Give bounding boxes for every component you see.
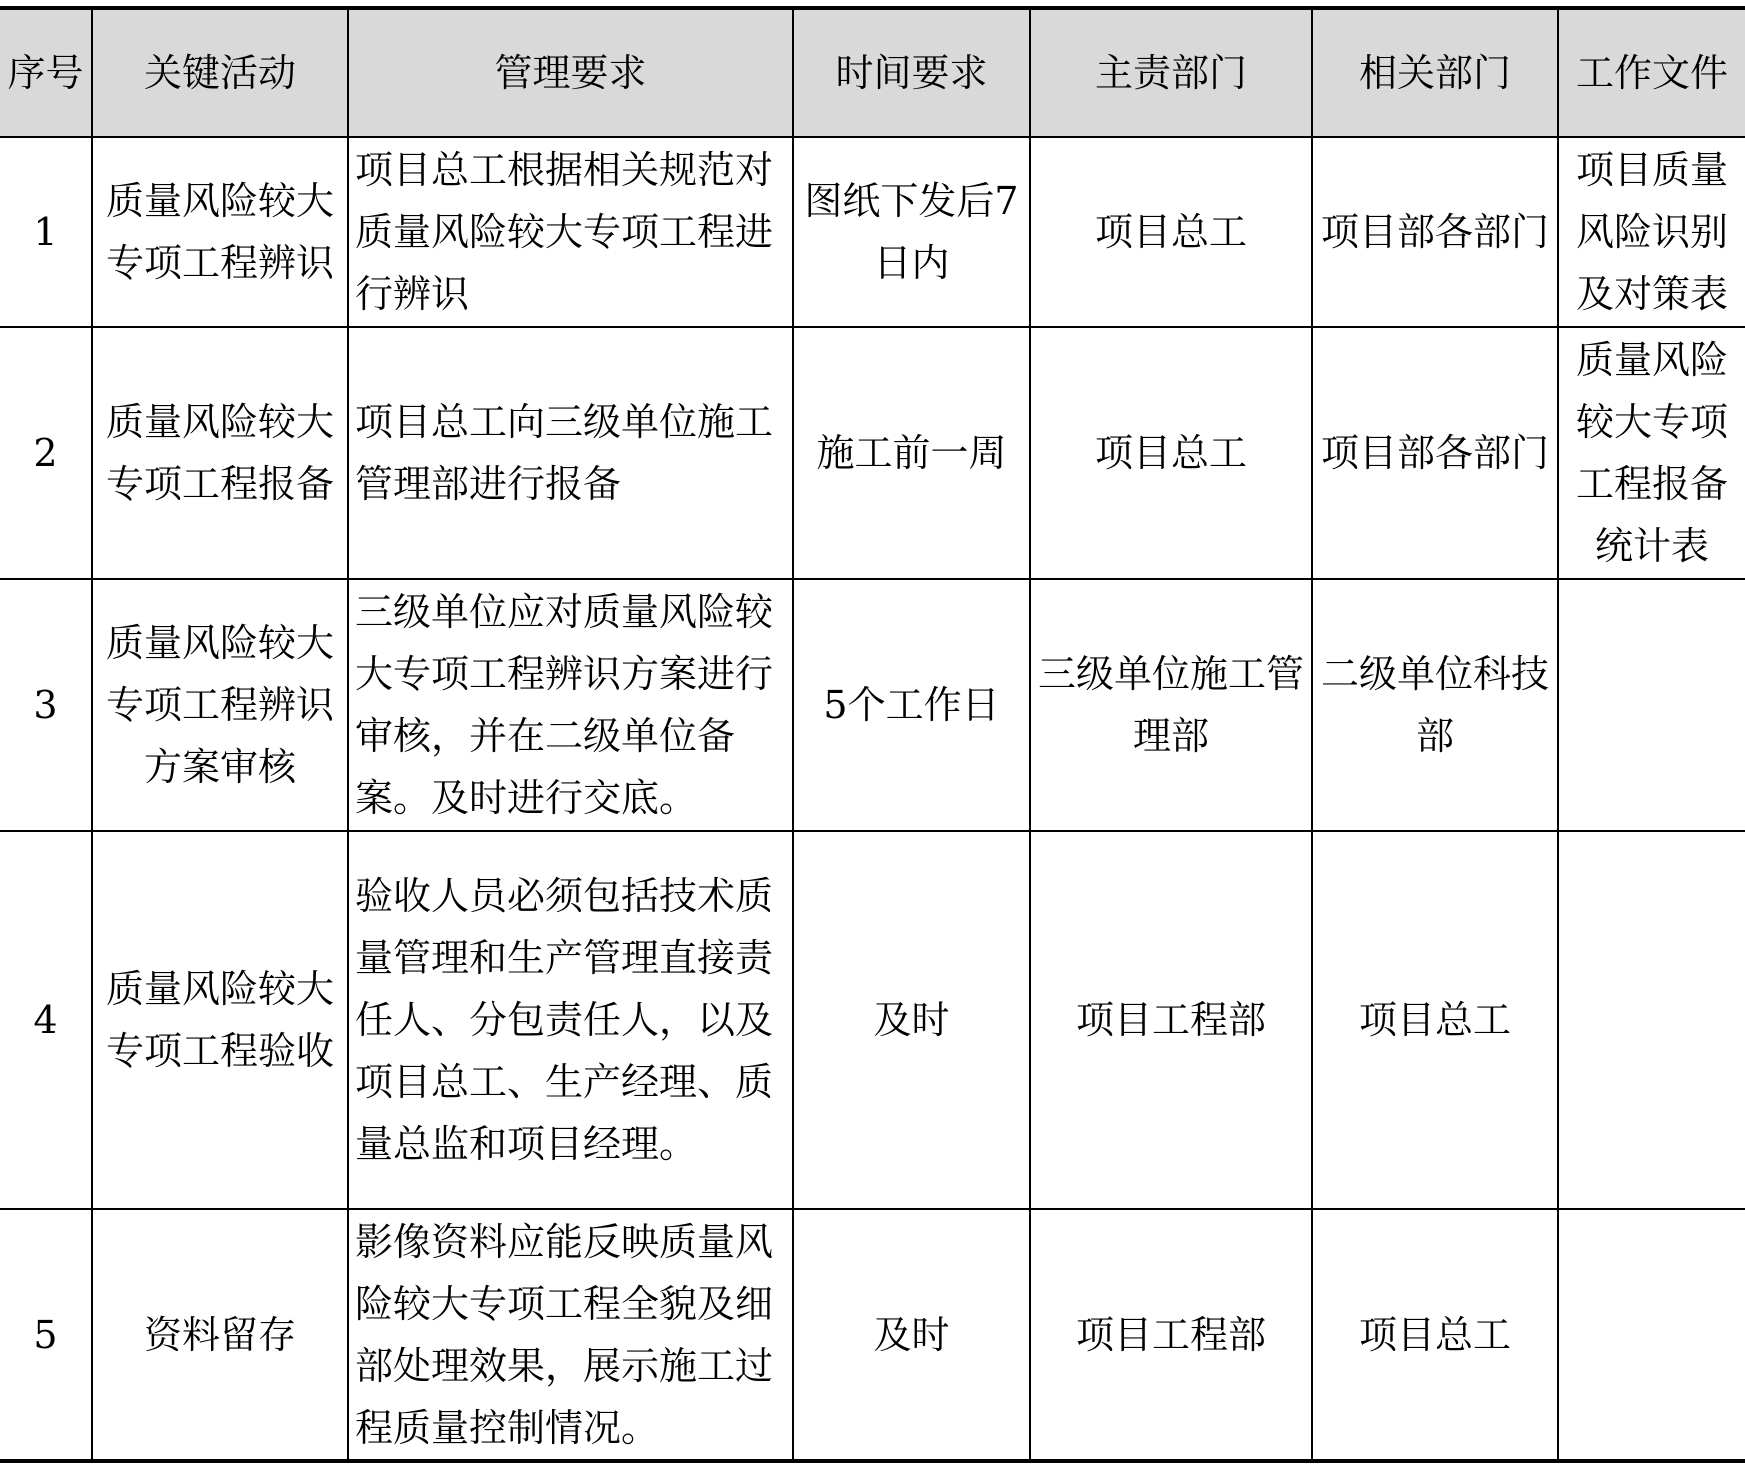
table-header-row [0,8,1745,137]
cell-related-dept: 项目部各部门 [1312,327,1558,579]
table-row [0,327,1745,579]
cell-requirement: 三级单位应对质量风险较大专项工程辨识方案进行审核，并在二级单位备案。及时进行交底。 [348,579,793,831]
cell-time: 5个工作日 [793,579,1030,831]
cell-main-dept: 项目总工 [1030,137,1312,327]
header-related-dept: 相关部门 [1312,8,1558,137]
cell-work-file [1558,579,1745,831]
cell-related-dept: 项目总工 [1312,831,1558,1209]
cell-main-dept: 项目工程部 [1030,1209,1312,1461]
header-work-file: 工作文件 [1558,8,1745,137]
cell-time: 及时 [793,1209,1030,1461]
cell-related-dept: 项目部各部门 [1312,137,1558,327]
table-row [0,579,1745,831]
cell-requirement: 影像资料应能反映质量风险较大专项工程全貌及细部处理效果，展示施工过程质量控制情况。 [348,1209,793,1461]
cell-requirement: 项目总工向三级单位施工管理部进行报备 [348,327,793,579]
cell-activity: 资料留存 [92,1209,348,1461]
cell-activity: 质量风险较大专项工程辨识方案审核 [92,579,348,831]
table-row [0,831,1745,1209]
cell-seq: 1 [0,137,92,327]
cell-activity: 质量风险较大专项工程验收 [92,831,348,1209]
header-requirement: 管理要求 [348,8,793,137]
cell-seq: 2 [0,327,92,579]
cell-activity: 质量风险较大专项工程辨识 [92,137,348,327]
cell-main-dept: 项目工程部 [1030,831,1312,1209]
cell-activity: 质量风险较大专项工程报备 [92,327,348,579]
table-row [0,1209,1745,1461]
header-activity: 关键活动 [92,8,348,137]
table-row [0,137,1745,327]
cell-time: 图纸下发后7日内 [793,137,1030,327]
process-table-wrapper [0,6,1745,1463]
cell-related-dept: 二级单位科技部 [1312,579,1558,831]
cell-requirement: 验收人员必须包括技术质量管理和生产管理直接责任人、分包责任人，以及项目总工、生产经理、质量总监和项目经理。 [348,831,793,1209]
cell-main-dept: 三级单位施工管理部 [1030,579,1312,831]
quality-risk-process-table [0,6,1745,1463]
cell-seq: 3 [0,579,92,831]
cell-related-dept: 项目总工 [1312,1209,1558,1461]
cell-work-file [1558,831,1745,1209]
cell-seq: 5 [0,1209,92,1461]
cell-time: 施工前一周 [793,327,1030,579]
cell-seq: 4 [0,831,92,1209]
cell-work-file: 项目质量风险识别及对策表 [1558,137,1745,327]
cell-work-file [1558,1209,1745,1461]
cell-requirement: 项目总工根据相关规范对质量风险较大专项工程进行辨识 [348,137,793,327]
cell-time: 及时 [793,831,1030,1209]
cell-main-dept: 项目总工 [1030,327,1312,579]
header-seq: 序号 [0,8,92,137]
cell-work-file: 质量风险较大专项工程报备统计表 [1558,327,1745,579]
header-time: 时间要求 [793,8,1030,137]
header-main-dept: 主责部门 [1030,8,1312,137]
